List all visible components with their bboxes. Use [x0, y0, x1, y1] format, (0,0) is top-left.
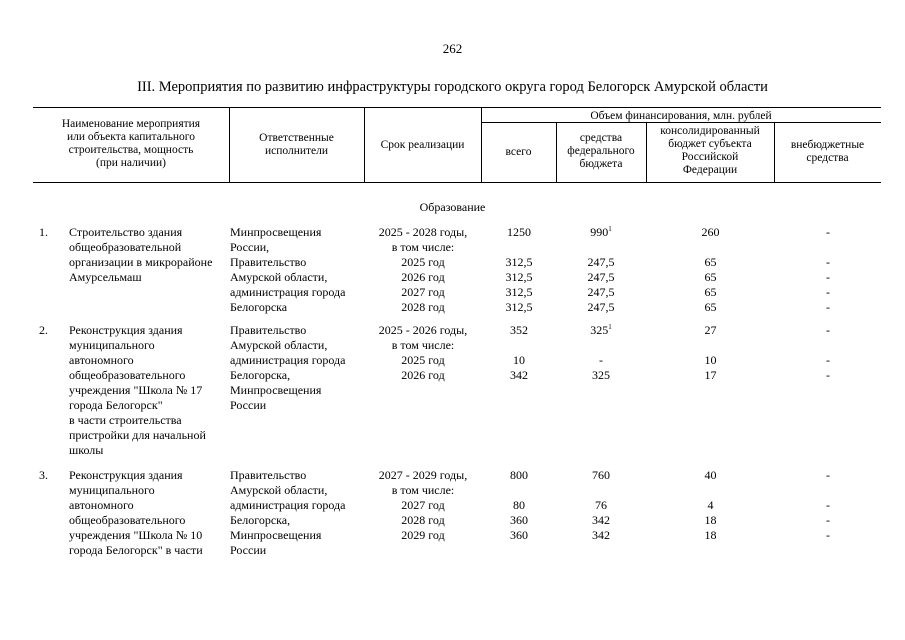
- header-term: Срок реализации: [380, 139, 465, 151]
- row-extrabudgetary: - - -: [826, 323, 830, 382]
- section-heading: Образование: [419, 200, 486, 214]
- row-total: 1250 312,5 312,5 312,5 312,5: [505, 225, 533, 314]
- row-total: 352 10 342: [510, 323, 528, 382]
- footnote-mark: 1: [608, 323, 612, 331]
- row-executors: Правительство Амурской области, администрация города Белогорска, Минпросвещения России: [230, 468, 346, 557]
- row-term: 2025 - 2026 годы, в том числе: 2025 год 2026 год: [378, 323, 468, 382]
- row-extrabudgetary: - - - -: [826, 468, 830, 542]
- row-regional: 260 65 65 65 65: [701, 225, 720, 314]
- row-federal: 760 76 342 342: [592, 468, 610, 542]
- row-name: Строительство здания общеобразовательной организации в микрорайоне Амурсельмаш: [69, 225, 213, 284]
- row-federal: $990^1$ 247,5 247,5 247,5 247,5: [587, 225, 615, 314]
- table-top-rule: [33, 107, 881, 108]
- row-extrabudgetary: - - - - -: [826, 225, 830, 314]
- header-federal: средства федерального бюджета: [567, 132, 635, 170]
- row-number: 2.: [39, 323, 48, 337]
- row-name: Реконструкция здания муниципального автономного общеобразовательного учреждения "Школа № 17 города Белогорск" в части строительства пристройки для начальной школы: [69, 323, 206, 457]
- row-regional: 27 10 17: [704, 323, 717, 382]
- row-term: 2027 - 2029 годы, в том числе: 2027 год 2028 год 2029 год: [378, 468, 468, 542]
- header-name: Наименование мероприятия или объекта капитального строительства, мощность (при наличии): [61, 118, 201, 169]
- row-name: Реконструкция здания муниципального автономного общеобразовательного учреждения "Школа № 10 города Белогорск" в части: [69, 468, 203, 557]
- row-executors: Правительство Амурской области, администрация города Белогорска, Минпросвещения России: [230, 323, 346, 412]
- footnote-mark: 1: [608, 225, 612, 233]
- header-executors: Ответственные исполнители: [259, 132, 334, 157]
- page-number: 262: [442, 41, 463, 56]
- header-extrabudgetary: внебюджетные средства: [790, 139, 865, 164]
- row-number: 1.: [39, 225, 48, 239]
- header-total: всего: [505, 146, 532, 158]
- row-federal: $325^1$ - 325: [590, 323, 612, 382]
- row-total: 800 80 360 360: [510, 468, 528, 542]
- header-regional: консолидированный бюджет субъекта Российской Федерации: [660, 125, 760, 176]
- row-term: 2025 - 2028 годы, в том числе: 2025 год 2026 год 2027 год 2028 год: [378, 225, 468, 314]
- row-executors: Минпросвещения России, Правительство Амурской области, администрация города Белогорска: [230, 225, 346, 314]
- row-regional: 40 4 18 18: [704, 468, 717, 542]
- section-title: III. Мероприятия по развитию инфраструктуры городского округа город Белогорск Амурской области: [137, 79, 768, 95]
- row-number: 3.: [39, 468, 48, 482]
- header-bottom-rule: [33, 182, 881, 183]
- header-funding: Объем финансирования, млн. рублей: [590, 110, 772, 122]
